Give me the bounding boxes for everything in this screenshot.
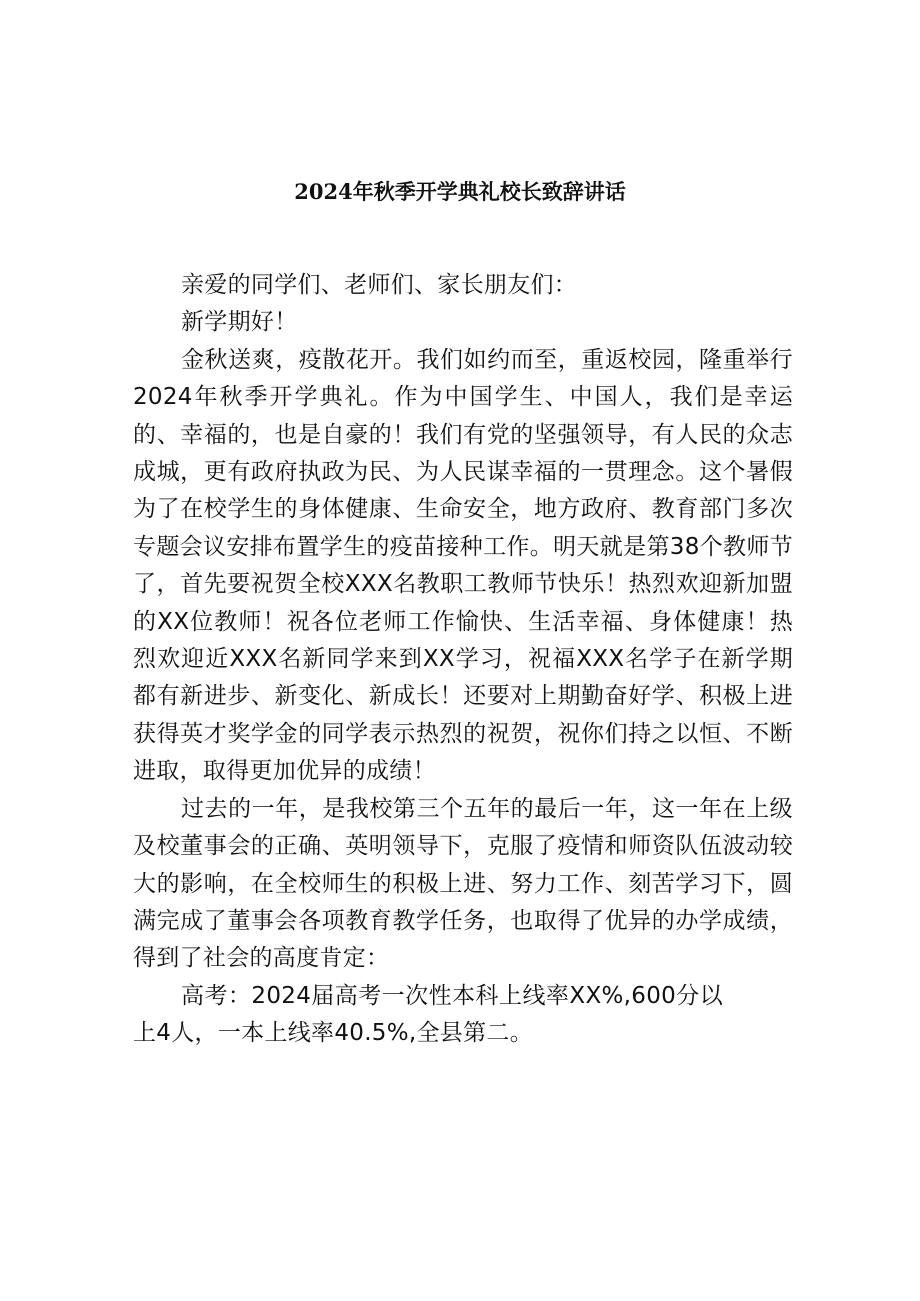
- greeting-paragraph: 新学期好！: [181, 309, 298, 336]
- gaokao-paragraph: 高考：2024届高考一次性本科上线率XX%,600分以上4人，一本上线率40.5%,全县第二。: [133, 982, 723, 1047]
- document-body: [133, 267, 793, 1053]
- opening-paragraph: 金秋送爽，疫散花开。我们如约而至，重返校园，隆重举行2024年秋季开学典礼。作为中国学生、中国人，我们是幸运的、幸福的，也是自豪的！我们有党的坚强领导，有人民的众志成城，更有政府执政为民、为人民谋幸福的一贯理念。这个暑假为了在校学生的身体健康、生命安全，地方政府、教育部门多次专题会议安排布置学生的疫苗接种工作。明天就是第38个教师节了，首先要祝贺全校XXX名教职工教师节快乐！热烈欢迎新加盟的XX位教师！祝各位老师工作愉快、生活幸福、身体健康！热烈欢迎近XXX名新同学来到XX学习，祝福XXX名学子在新学期都有新进步、新变化、新成长！还要对上期勤奋好学、积极上进获得英才奖学金的同学表示热烈的祝贺，祝你们持之以恒、不断进取，取得更加优异的成绩！: [133, 346, 793, 785]
- review-paragraph: 过去的一年，是我校第三个五年的最后一年，这一年在上级及校董事会的正确、英明领导下，克服了疫情和师资队伍波动较大的影响，在全校师生的积极上进、努力工作、刻苦学习下，圆满完成了董事会各项教育教学任务，也取得了优异的办学成绩，得到了社会的高度肯定：: [133, 795, 793, 972]
- document-title: 2024年秋季开学典礼校长致辞讲话: [294, 179, 626, 204]
- salutation-paragraph: 亲爱的同学们、老师们、家长朋友们：: [181, 272, 578, 298]
